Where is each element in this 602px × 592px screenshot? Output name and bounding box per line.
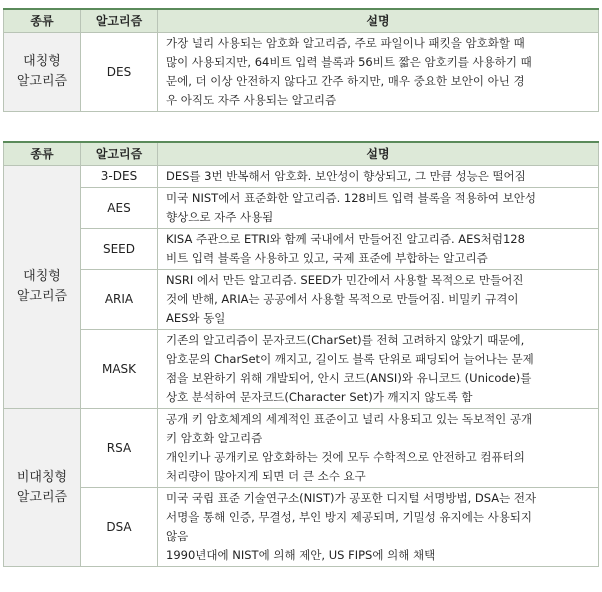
kind-cell: [4, 33, 81, 112]
description-line: 미국 NIST에서 표준화한 알고리즘. 128비트 입력 블록을 적용하여 보안성: [166, 191, 536, 205]
algorithm-comparison-table: [3, 141, 599, 567]
table1-header-row: [4, 9, 599, 33]
description-line: 문에, 더 이상 안전하지 않다고 간주 하지만, 매우 중요한 보안이 아닌 경: [166, 74, 525, 88]
description-cell: [158, 33, 599, 112]
algorithm-name: 3-DES: [81, 166, 158, 188]
description-line: 것에 반해, ARIA는 공공에서 사용할 목적으로 만들어짐. 비밀키 규격이: [166, 292, 519, 306]
header-algorithm: 알고리즘: [81, 142, 158, 166]
description-line: 1990년대에 NIST에 의해 제안, US FIPS에 의해 채택: [166, 548, 436, 562]
symmetric-des-table: [3, 8, 599, 112]
header-description: 설명: [158, 9, 599, 33]
description-line: 기존의 알고리즘이 문자코드(CharSet)를 전혀 고려하지 않았기 때문에,: [166, 333, 525, 347]
description-line: AES와 동일: [166, 311, 226, 325]
header-algorithm: 알고리즘: [81, 9, 158, 33]
header-kind: 종류: [4, 142, 81, 166]
table-row: [4, 330, 599, 409]
description-line: 않음: [166, 529, 189, 543]
description-line: 처리량이 많아지게 되면 더 큰 소수 요구: [166, 469, 366, 483]
table-row: [4, 270, 599, 330]
description-cell: [158, 229, 599, 270]
kind-cell-asymmetric: [4, 409, 81, 567]
table-row: [4, 33, 599, 112]
algorithm-name: DES: [81, 33, 158, 112]
description-line: 가장 널리 사용되는 암호화 알고리즘, 주로 파일이나 패킷을 암호화할 때: [166, 36, 525, 50]
description-line: 비트 입력 블록을 사용하고 있고, 국제 표준에 부합하는 알고리즘: [166, 251, 488, 265]
header-kind: 종류: [4, 9, 81, 33]
description-line: 암호문의 CharSet이 깨지고, 길이도 블록 단위로 패딩되어 늘어나는 문제: [166, 352, 534, 366]
description-line: 점을 보완하기 위해 개발되어, 안시 코드(ANSI)와 유니코드 (Unicode)를: [166, 371, 532, 385]
algorithm-name: RSA: [81, 409, 158, 488]
algorithm-name: ARIA: [81, 270, 158, 330]
kind-label: 알고리즘: [16, 489, 68, 505]
table2-header-row: [4, 142, 599, 166]
description-cell: [158, 166, 599, 188]
description-line: 공개 키 암호체계의 세계적인 표준이고 널리 사용되고 있는 독보적인 공개: [166, 412, 533, 426]
description-line: 우 아직도 자주 사용되는 알고리즘: [166, 93, 337, 107]
algorithm-name: MASK: [81, 330, 158, 409]
kind-label: 비대칭형: [16, 469, 68, 485]
description-line: 상호 분석하여 문자코드(Character Set)가 깨지지 않도록 함: [166, 390, 473, 404]
kind-cell-symmetric: [4, 166, 81, 409]
description-line: DES를 3번 반복해서 암호화. 보안성이 향상되고, 그 만큼 성능은 떨어짐: [166, 169, 526, 183]
description-line: KISA 주관으로 ETRI와 함께 국내에서 만들어진 알고리즘. AES처럼128: [166, 232, 525, 246]
kind-label: 알고리즘: [16, 74, 68, 89]
description-line: 키 암호화 알고리즘: [166, 431, 263, 445]
algorithm-name: AES: [81, 188, 158, 229]
description-cell: [158, 488, 599, 567]
description-line: 미국 국립 표준 기술연구소(NIST)가 공포한 디지털 서명방법, DSA는 전자: [166, 491, 537, 505]
description-line: 많이 사용되지만, 64비트 입력 블록과 56비트 짧은 암호키를 사용하기 때: [166, 55, 532, 69]
table-row: [4, 488, 599, 567]
kind-label: 알고리즘: [16, 289, 68, 304]
table-row: [4, 409, 599, 488]
description-line: 개인키나 공개키로 암호화하는 것에 모두 수학적으로 안전하고 컴퓨터의: [166, 450, 525, 464]
description-line: 향상으로 자주 사용됨: [166, 210, 274, 224]
algorithm-name: DSA: [81, 488, 158, 567]
description-cell: [158, 188, 599, 229]
algorithm-name: SEED: [81, 229, 158, 270]
description-cell: [158, 409, 599, 488]
table-row: [4, 188, 599, 229]
kind-label: 대칭형: [23, 269, 61, 284]
description-line: NSRI 에서 만든 알고리즘. SEED가 민간에서 사용할 목적으로 만들어진: [166, 273, 524, 287]
header-description: 설명: [158, 142, 599, 166]
table-row: [4, 166, 599, 188]
kind-label: 대칭형: [23, 54, 61, 69]
description-line: 서명을 통해 인증, 무결성, 부인 방지 제공되며, 기밀성 유지에는 사용되지: [166, 510, 533, 524]
description-cell: [158, 270, 599, 330]
description-cell: [158, 330, 599, 409]
table-row: [4, 229, 599, 270]
